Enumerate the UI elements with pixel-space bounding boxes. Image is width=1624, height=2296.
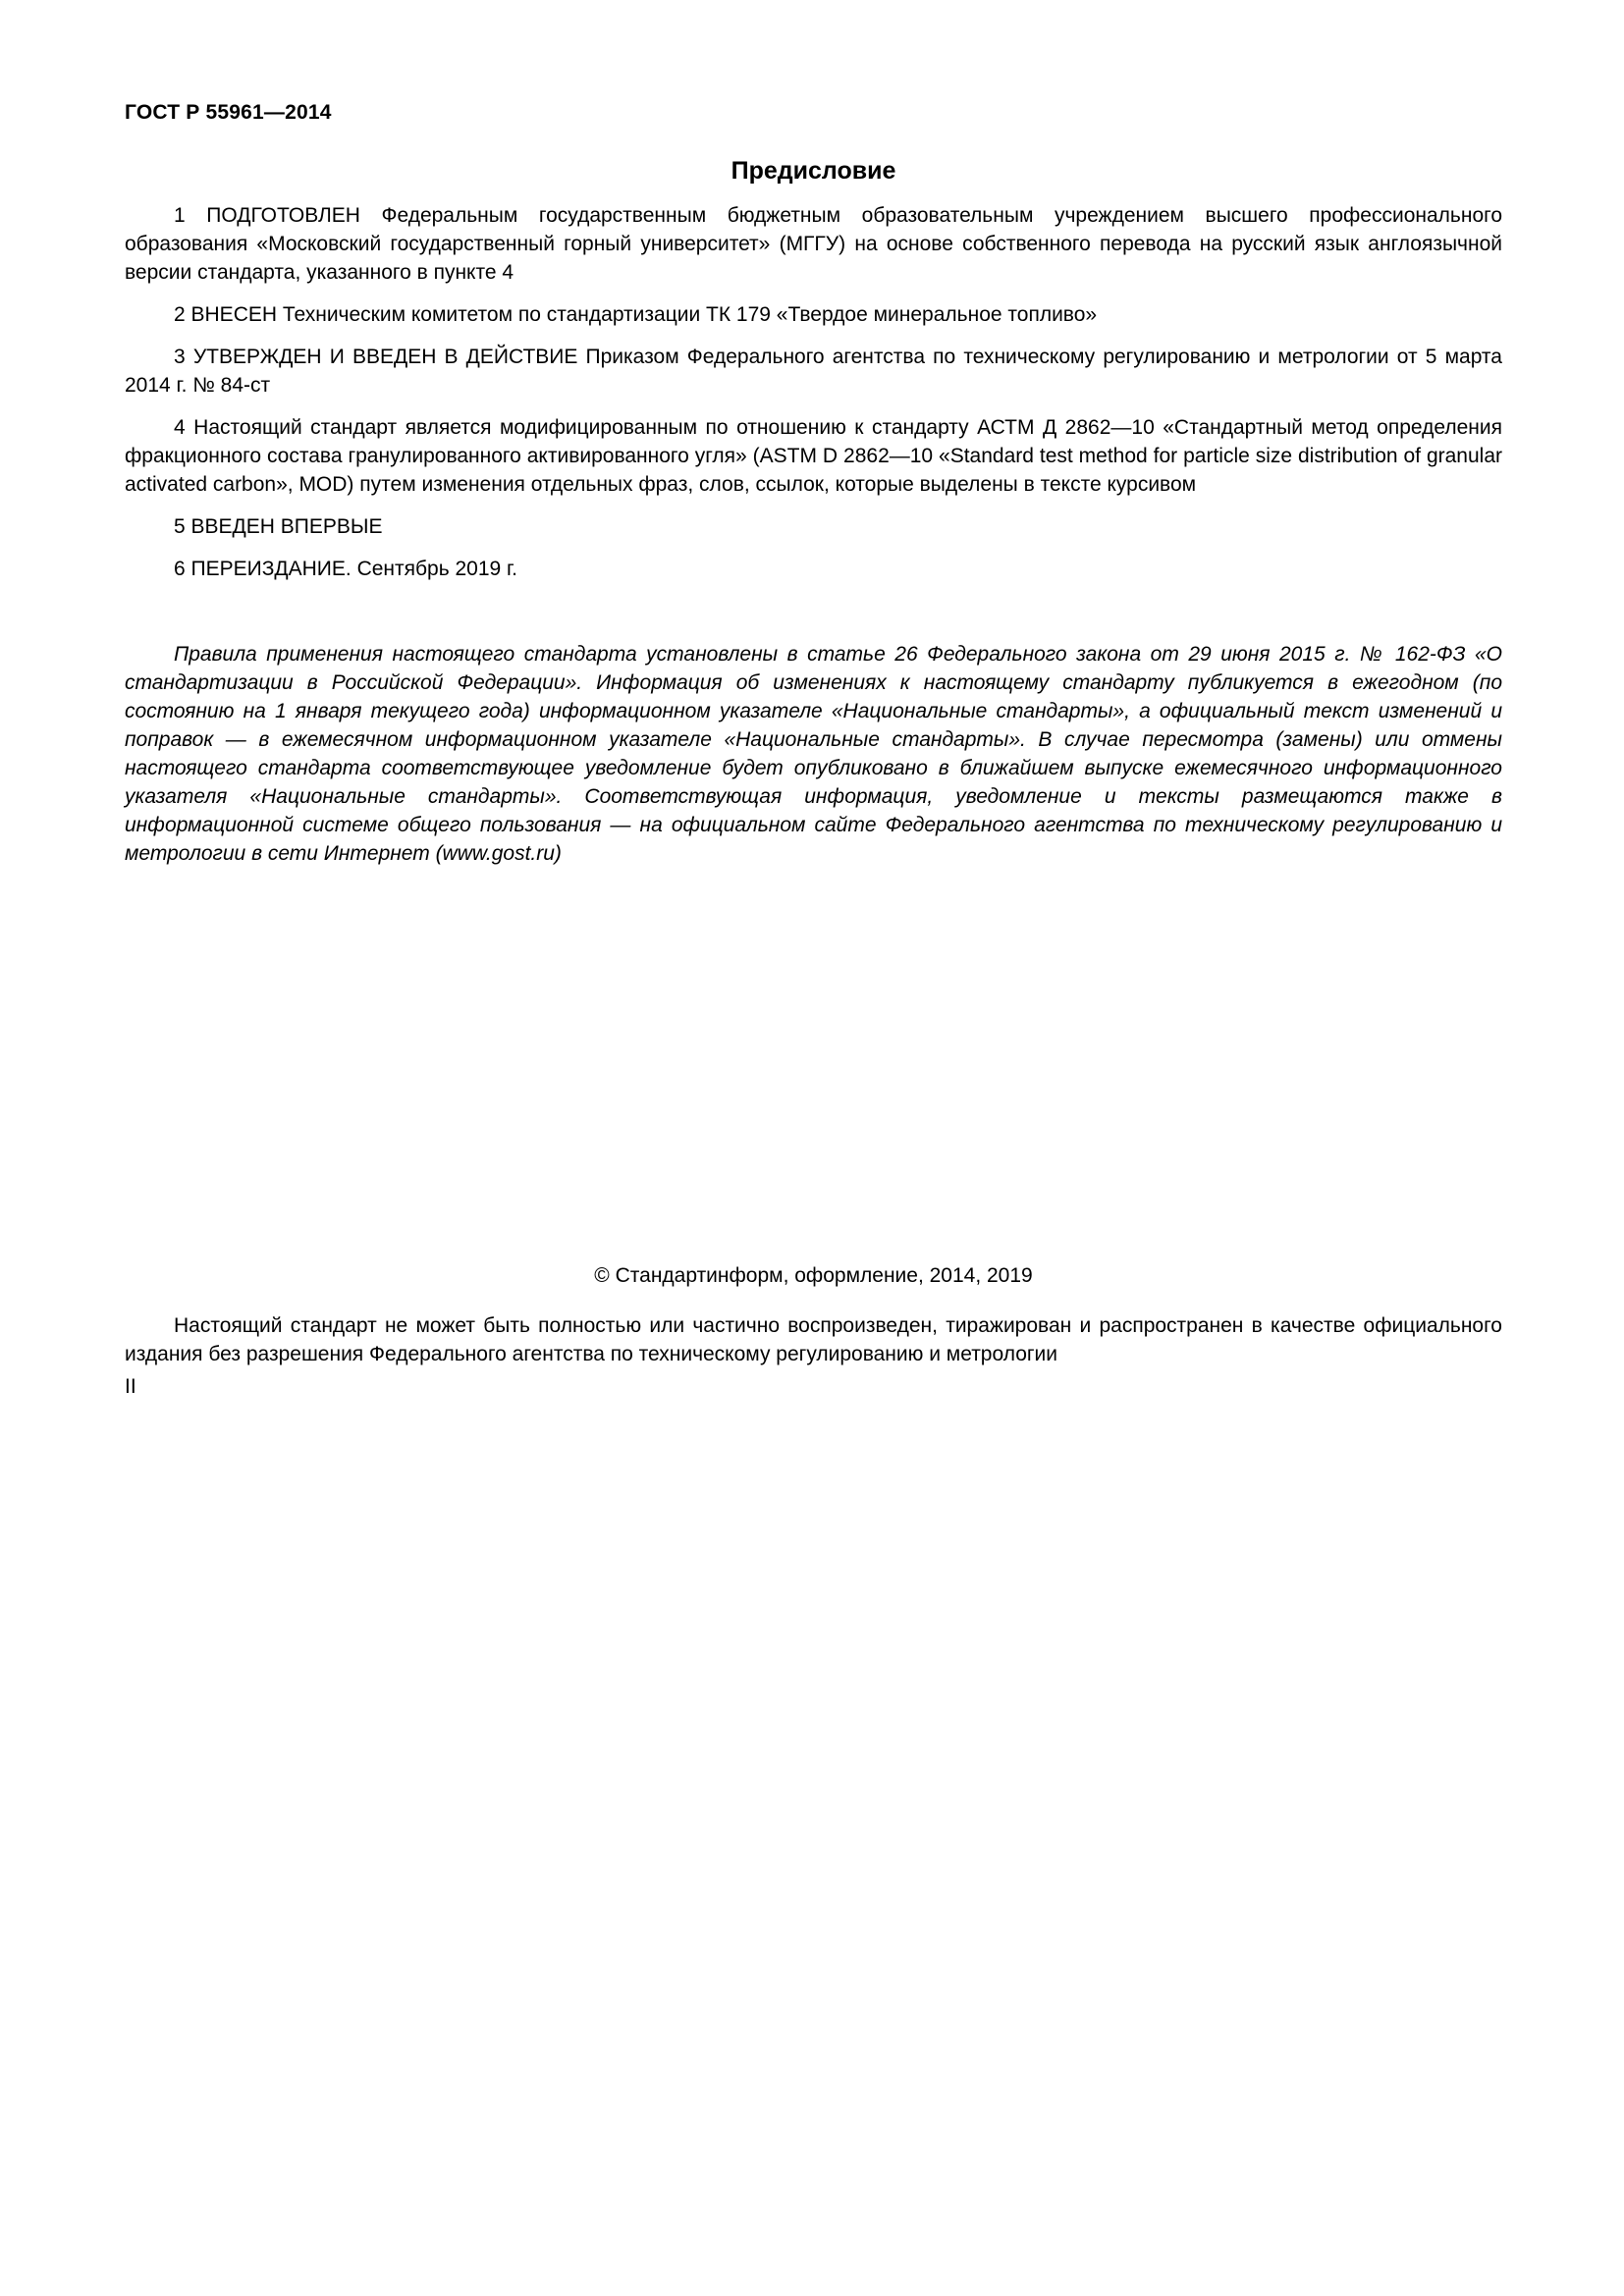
copyright-line: © Стандартинформ, оформление, 2014, 2019: [594, 1264, 1033, 1287]
foreword-paragraph-1: 1 ПОДГОТОВЛЕН Федеральным государственным бюджетным образовательным учреждением высшего профессионального образования «Московский государственный горный университет» (МГГУ) на основе собственного перевода на русский язык англоязычной версии стандарта, указанного в пункте 4: [125, 204, 1502, 284]
foreword-paragraph-5: 5 ВВЕДЕН ВПЕРВЫЕ: [174, 515, 383, 538]
reproduction-note: Настоящий стандарт не может быть полностью или частично воспроизведен, тиражирован и распространен в качестве официального издания без разрешения Федерального агентства по техническому регулированию и метрологии: [125, 1314, 1502, 1365]
page-number: II: [125, 1375, 136, 1398]
page-footer-block: [125, 1264, 1502, 1399]
foreword-paragraph-6: 6 ПЕРЕИЗДАНИЕ. Сентябрь 2019 г.: [174, 558, 517, 580]
legal-application-note: Правила применения настоящего стандарта установлены в статье 26 Федерального закона от 29 июня 2015 г. № 162-ФЗ «О стандартизации в Российской Федерации». Информация об изменениях к настоящему стандарту публикуется в ежегодном (по состоянию на 1 января текущего года) информационном указателе «Национальные стандарты», а официальный текст изменений и поправок — в ежемесячном информационном указателе «Национальные стандарты». В случае пересмотра (замены) или отмены настоящего стандарта соответствующее уведомление будет опубликовано в ближайшем выпуске ежемесячного информационного указателя «Национальные стандарты». Соответствующая информация, уведомление и тексты размещаются также в информационной системе общего пользования — на официальном сайте Федерального агентства по техническому регулированию и метрологии в сети Интернет (www.gost.ru): [125, 643, 1502, 865]
foreword-paragraph-3: 3 УТВЕРЖДЕН И ВВЕДЕН В ДЕЙСТВИЕ Приказом Федерального агентства по техническому регулированию и метрологии от 5 марта 2014 г. № 84-ст: [125, 346, 1502, 397]
foreword-paragraph-2: 2 ВНЕСЕН Техническим комитетом по стандартизации ТК 179 «Твердое минеральное топливо»: [174, 303, 1098, 326]
page-title: Предисловие: [731, 157, 896, 185]
document-code: ГОСТ Р 55961—2014: [125, 101, 332, 124]
foreword-paragraph-4: 4 Настоящий стандарт является модифицированным по отношению к стандарту АСТМ Д 2862—10 «Стандартный метод определения фракционного состава гранулированного активированного угля» (ASTM D 2862—10 «Standard test method for particle size distribution of granular activated carbon», MOD) путем изменения отдельных фраз, слов, ссылок, которые выделены в тексте курсивом: [125, 416, 1502, 496]
